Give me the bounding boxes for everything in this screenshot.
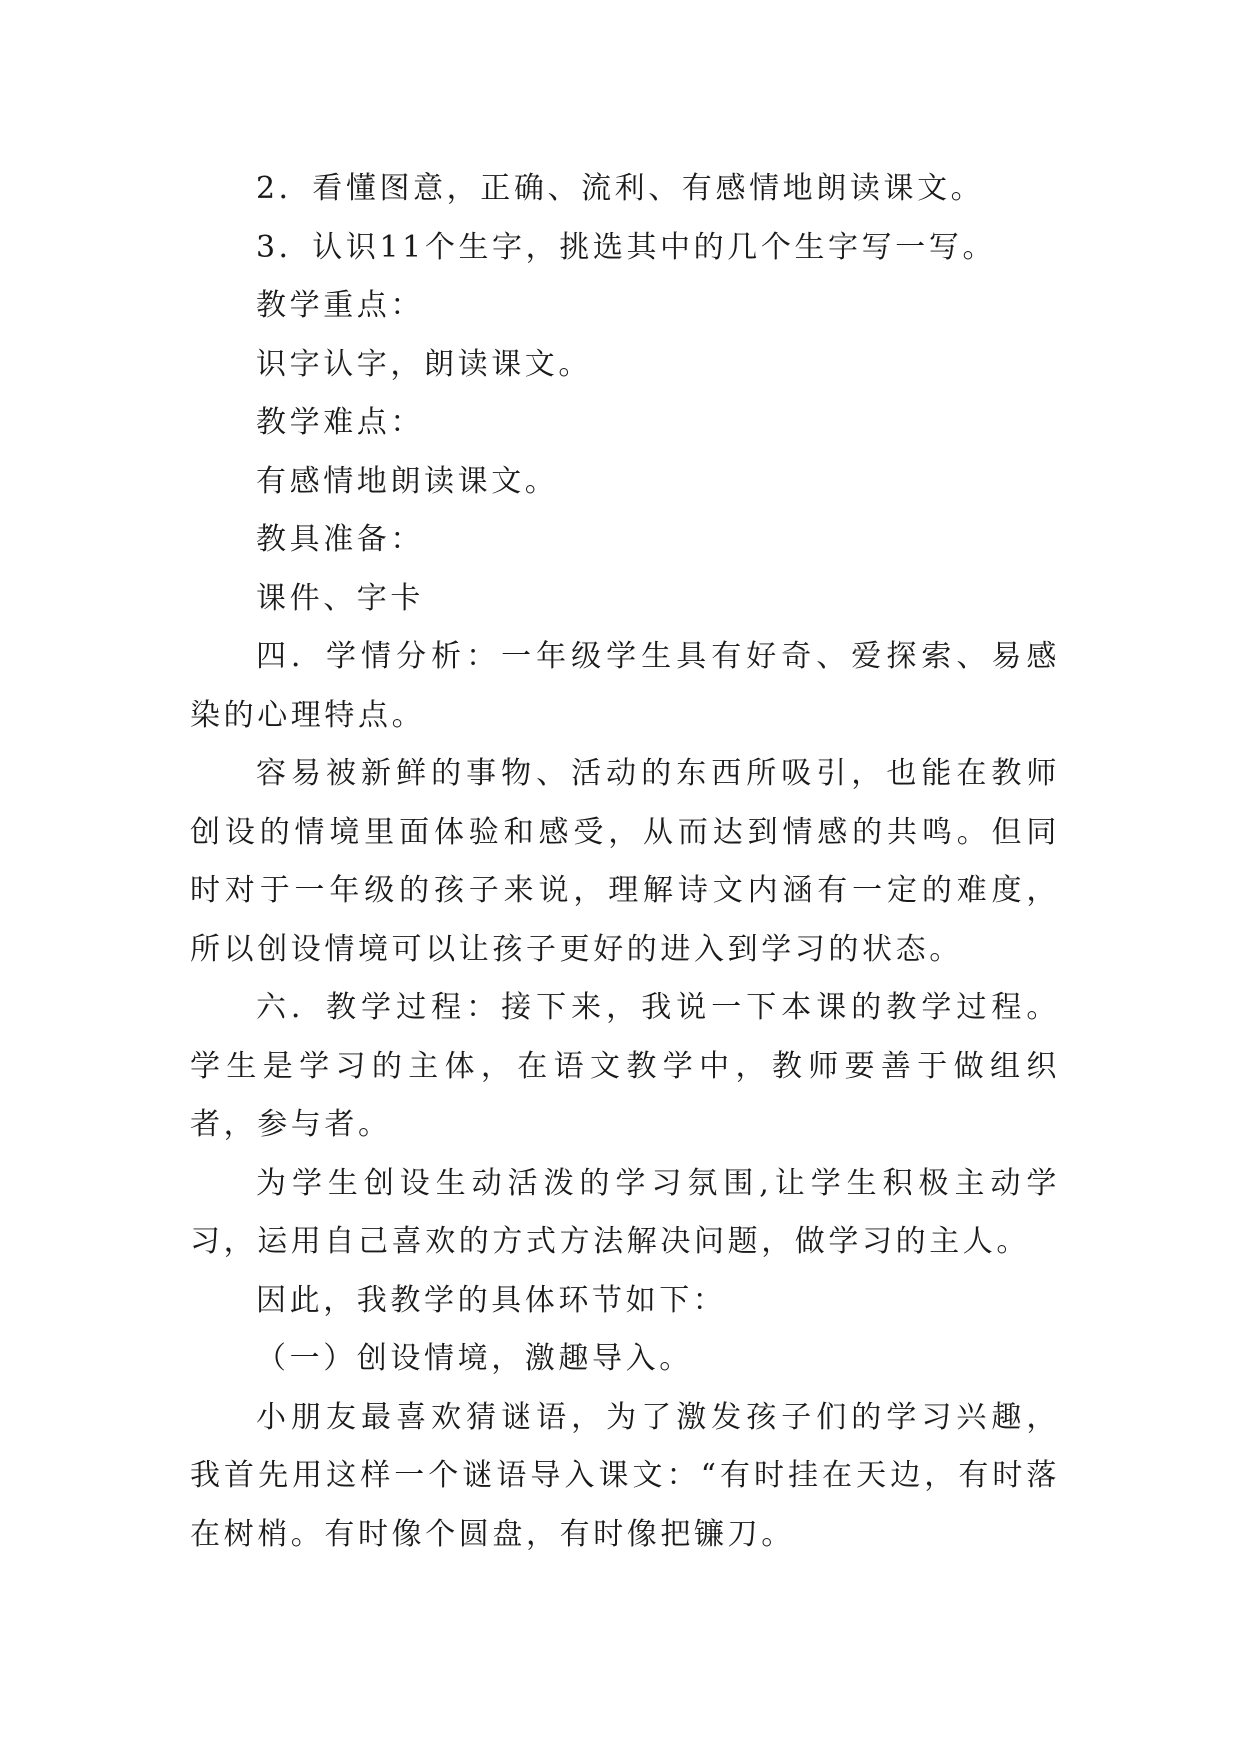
paragraph-learner-detail: 容易被新鲜的事物、活动的东西所吸引，也能在教师创设的情境里面体验和感受，从而达到情感的共鸣。但同时对于一年级的孩子来说，理解诗文内涵有一定的难度，所以创设情境可以让孩子更好的进入到学习的状态。 bbox=[190, 756, 1060, 967]
paragraph-objective-3: 3．认识11个生字，挑选其中的几个生字写一写。 bbox=[256, 229, 997, 265]
paragraph-teaching-focus: 识字认字，朗读课文。 bbox=[256, 346, 592, 382]
paragraph-teaching-process: 六．教学过程：接下来，我说一下本课的教学过程。学生是学习的主体，在语文教学中，教师要善于做组织者，参与者。 bbox=[190, 990, 1060, 1142]
paragraph-steps-intro: 因此，我教学的具体环节如下： bbox=[256, 1282, 727, 1318]
paragraph-objective-2: 2．看懂图意，正确、流利、有感情地朗读课文。 bbox=[256, 171, 985, 206]
paragraph-teaching-aids: 课件、字卡 bbox=[256, 580, 424, 616]
paragraph-learner-analysis: 四．学情分析：一年级学生具有好奇、爱探索、易感染的心理特点。 bbox=[190, 639, 1060, 733]
heading-step-1: （一）创设情境，激趣导入。 bbox=[256, 1341, 693, 1376]
heading-teaching-focus: 教学重点： bbox=[256, 288, 424, 323]
paragraph-teaching-difficulty: 有感情地朗读课文。 bbox=[256, 463, 559, 499]
paragraph-riddle: 小朋友最喜欢猜谜语，为了激发孩子们的学习兴趣，我首先用这样一个谜语导入课文：“有时挂在天边，有时落在树梢。有时像个圆盘，有时像把镰刀。 bbox=[190, 1399, 1060, 1552]
heading-teaching-difficulty: 教学难点： bbox=[256, 405, 424, 440]
document-body bbox=[190, 160, 1060, 1564]
heading-teaching-aids: 教具准备： bbox=[256, 522, 424, 557]
paragraph-atmosphere: 为学生创设生动活泼的学习氛围,让学生积极主动学习，运用自己喜欢的方式方法解决问题，做学习的主人。 bbox=[190, 1165, 1060, 1259]
